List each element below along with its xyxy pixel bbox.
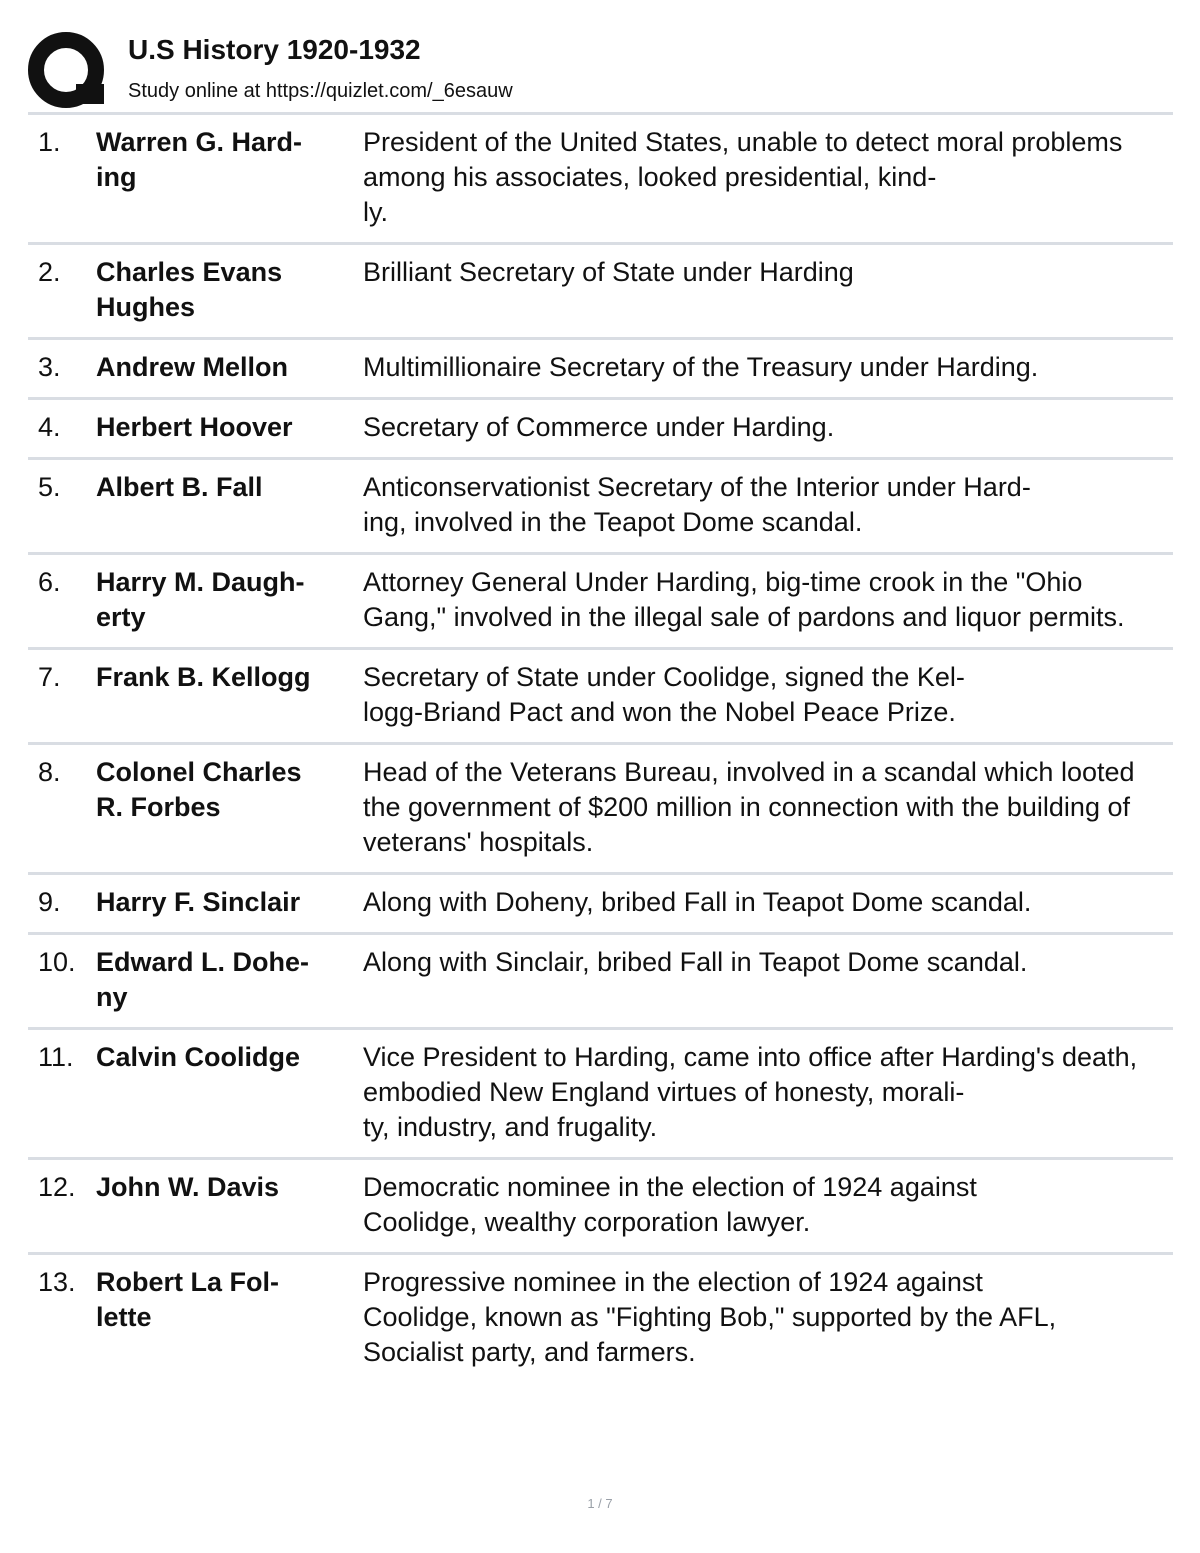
term-name: Calvin Coolidge xyxy=(96,1042,301,1072)
term-definition: Attorney General Under Harding, big-time crook in the "Ohio Gang," involved in the illegal sale of pardons and liquor permits. xyxy=(363,567,1125,632)
term-row xyxy=(28,745,1173,875)
term-row xyxy=(28,650,1173,745)
term-number: 5. xyxy=(38,472,61,502)
term-number: 13. xyxy=(38,1267,76,1297)
term-definition: President of the United States, unable to detect moral problems among his associates, looked presidential, kind- ly. xyxy=(363,127,1123,227)
page-title: U.S History 1920-1932 xyxy=(128,34,421,65)
term-row xyxy=(28,935,1173,1030)
term-number: 2. xyxy=(38,257,61,287)
quizlet-logo-icon xyxy=(28,32,108,112)
term-list xyxy=(28,115,1173,1382)
term-definition: Secretary of State under Coolidge, signed the Kel- logg-Briand Pact and won the Nobel Peace Prize. xyxy=(363,662,965,727)
term-name: Colonel Charles R. Forbes xyxy=(96,757,302,822)
term-definition: Head of the Veterans Bureau, involved in a scandal which looted the government of $200 million in connection with the building of veterans' hospitals. xyxy=(363,757,1135,857)
term-row xyxy=(28,875,1173,935)
term-number: 7. xyxy=(38,662,61,692)
term-row xyxy=(28,1030,1173,1160)
term-name: Robert La Fol- lette xyxy=(96,1267,279,1332)
term-row xyxy=(28,1160,1173,1255)
term-number: 1. xyxy=(38,127,61,157)
term-definition: Vice President to Harding, came into office after Harding's death, embodied New England virtues of honesty, morali- ty, industry, and frugality. xyxy=(363,1042,1138,1142)
term-number: 9. xyxy=(38,887,61,917)
study-online-link[interactable]: Study online at https://quizlet.com/_6esauw xyxy=(128,80,513,102)
term-name: Albert B. Fall xyxy=(96,472,263,502)
term-number: 11. xyxy=(38,1042,74,1072)
term-number: 4. xyxy=(38,412,61,442)
page-number: 1 / 7 xyxy=(587,1496,613,1511)
term-row xyxy=(28,1255,1173,1382)
term-definition: Anticonservationist Secretary of the Interior under Hard- ing, involved in the Teapot Dome scandal. xyxy=(363,472,1031,537)
term-definition: Secretary of Commerce under Harding. xyxy=(363,412,835,442)
term-row xyxy=(28,400,1173,460)
term-definition: Along with Doheny, bribed Fall in Teapot Dome scandal. xyxy=(363,887,1032,917)
term-definition: Brilliant Secretary of State under Harding xyxy=(363,257,854,287)
term-definition: Multimillionaire Secretary of the Treasury under Harding. xyxy=(363,352,1039,382)
term-name: Herbert Hoover xyxy=(96,412,293,442)
term-number: 12. xyxy=(38,1172,76,1202)
term-number: 6. xyxy=(38,567,61,597)
term-name: Edward L. Dohe- ny xyxy=(96,947,310,1012)
term-row xyxy=(28,340,1173,400)
term-row xyxy=(28,555,1173,650)
term-definition: Democratic nominee in the election of 1924 against Coolidge, wealthy corporation lawyer. xyxy=(363,1172,977,1237)
term-name: John W. Davis xyxy=(96,1172,280,1202)
term-name: Harry M. Daugh- erty xyxy=(96,567,305,632)
term-number: 8. xyxy=(38,757,61,787)
term-name: Harry F. Sinclair xyxy=(96,887,301,917)
term-name: Andrew Mellon xyxy=(96,352,289,382)
term-name: Warren G. Hard- ing xyxy=(96,127,303,192)
term-name: Frank B. Kellogg xyxy=(96,662,311,692)
term-number: 3. xyxy=(38,352,61,382)
page-header xyxy=(28,28,1173,112)
term-row xyxy=(28,245,1173,340)
term-number: 10. xyxy=(38,947,76,977)
term-row xyxy=(28,460,1173,555)
term-row xyxy=(28,115,1173,245)
term-name: Charles Evans Hughes xyxy=(96,257,283,322)
term-definition: Along with Sinclair, bribed Fall in Teapot Dome scandal. xyxy=(363,947,1028,977)
term-definition: Progressive nominee in the election of 1924 against Coolidge, known as "Fighting Bob," supported by the AFL, Socialist party, and farmers. xyxy=(363,1267,1057,1367)
